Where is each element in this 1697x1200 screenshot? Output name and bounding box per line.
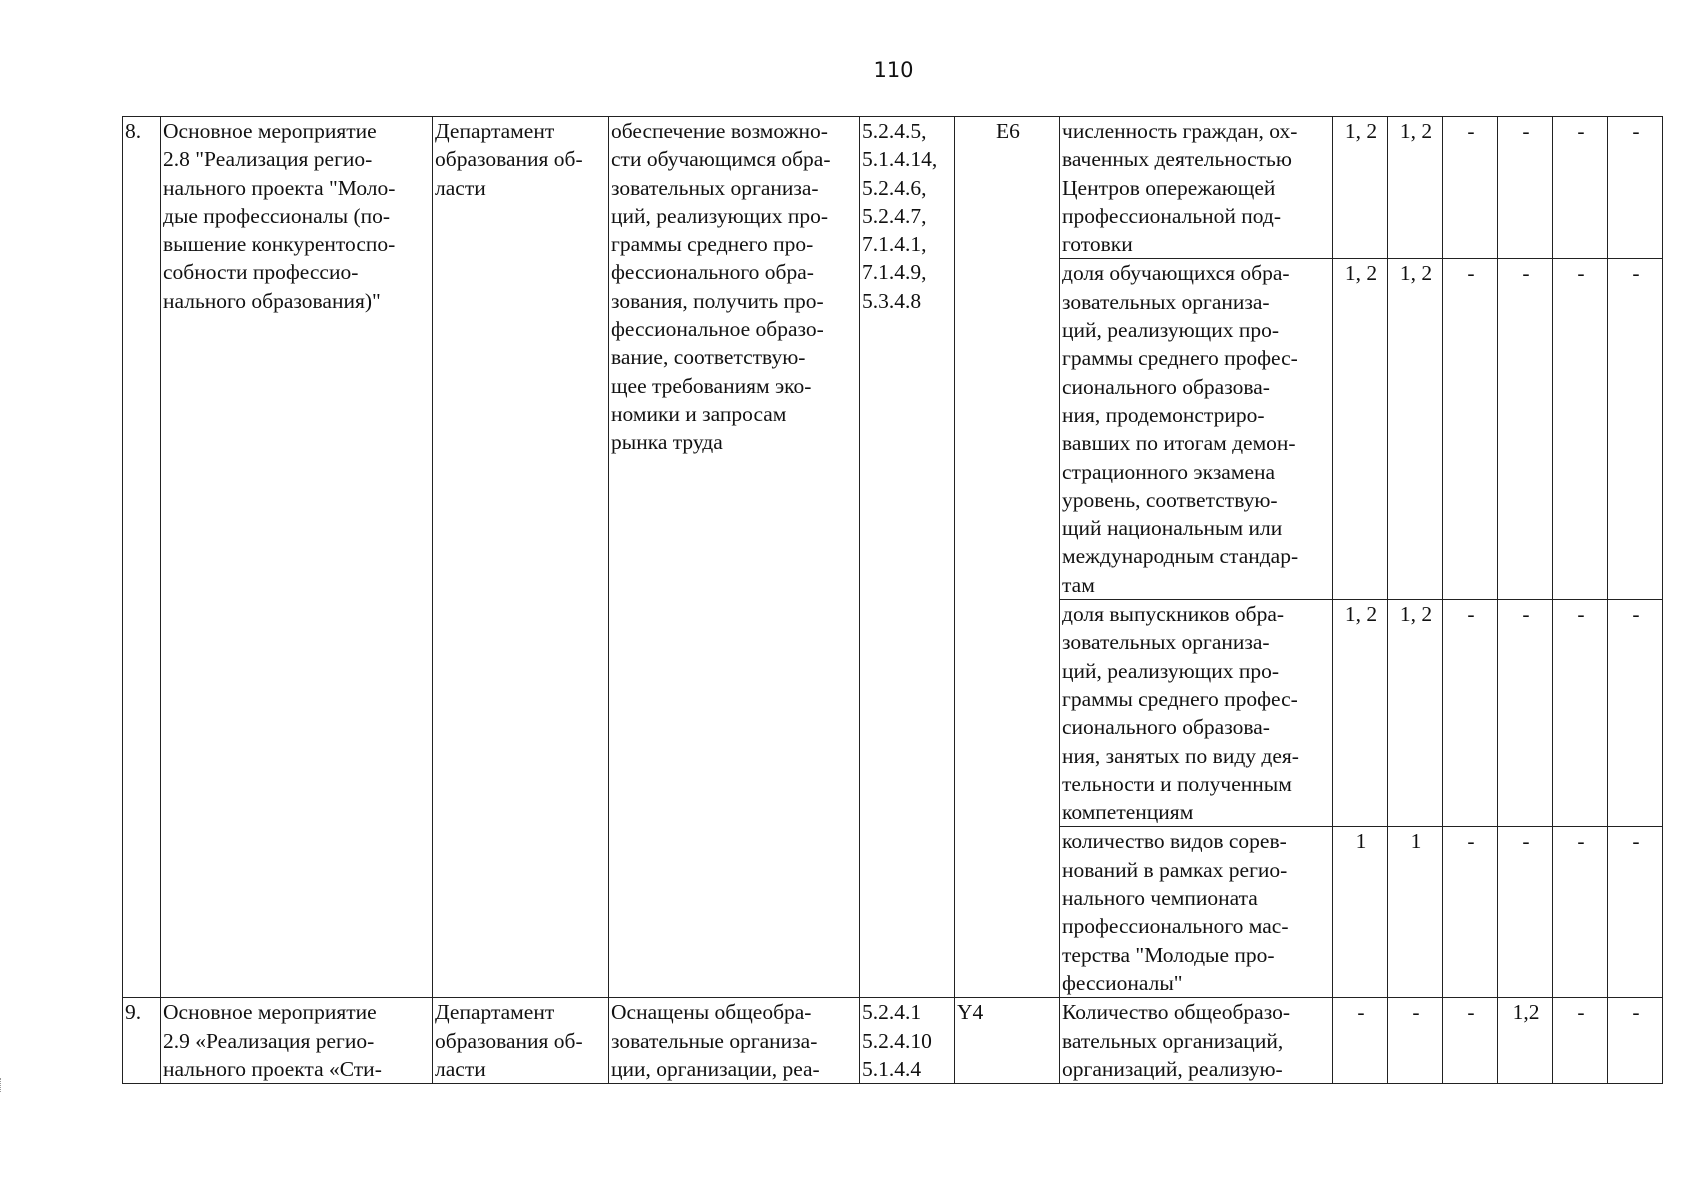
- scan-margin-mark: [0, 1078, 4, 1092]
- indicator-value: -: [1553, 998, 1608, 1084]
- program-events-table: [122, 116, 1663, 1084]
- indicator-value: 1, 2: [1388, 117, 1443, 259]
- indicator-value: -: [1388, 998, 1443, 1084]
- indicator-value: -: [1443, 600, 1498, 827]
- indicator-value: 1: [1388, 827, 1443, 998]
- executor: Департамент образования об- ласти: [433, 998, 609, 1084]
- expected-result: обеспечение возможно- сти обучающимся обра- зовательных организа- ций, реализующих про- граммы среднего про- фессионального обра- зования, получить про- фессиональное образо- вание, соответствую- щее требованиям эко- номики и запросам рынка труда: [609, 117, 860, 998]
- indicator-value: -: [1498, 117, 1553, 259]
- indicator-value: -: [1608, 600, 1663, 827]
- indicator-value: -: [1498, 600, 1553, 827]
- indicator-value: -: [1608, 998, 1663, 1084]
- indicator-name: численность граждан, ох- ваченных деятельностью Центров опережающей профессиональной под- готовки: [1060, 117, 1333, 259]
- event-name: Основное мероприятие 2.8 "Реализация регио- нального проекта "Моло- дые профессионалы (по- вышение конкурентоспо- собности профессио- нального образования)": [161, 117, 433, 998]
- indicator-value: -: [1443, 117, 1498, 259]
- event-name: Основное мероприятие 2.9 «Реализация регио- нального проекта «Сти-: [161, 998, 433, 1084]
- indicator-value: -: [1498, 827, 1553, 998]
- indicator-value: 1: [1333, 827, 1388, 998]
- indicator-value: -: [1553, 827, 1608, 998]
- expected-result: Оснащены общеобра- зовательные организа- ции, организации, реа-: [609, 998, 860, 1084]
- indicator-value: -: [1553, 600, 1608, 827]
- indicator-name: доля выпускников обра- зовательных организа- ций, реализующих про- граммы среднего профес- сионального образова- ния, занятых по виду дея- тельности и полученным компетенциям: [1060, 600, 1333, 827]
- indicator-value: 1, 2: [1333, 117, 1388, 259]
- executor: Департамент образования об- ласти: [433, 117, 609, 998]
- indicator-name: доля обучающихся обра- зовательных организа- ций, реализующих про- граммы среднего профес- сионального образова- ния, продемонстриро- вавших по итогам демон- страционного экзамена уровень, соответствую- щий национальным или международным стандар- там: [1060, 259, 1333, 600]
- indicator-value: -: [1608, 259, 1663, 600]
- indicator-value: 1, 2: [1388, 259, 1443, 600]
- indicator-value: -: [1553, 117, 1608, 259]
- indicator-value: 1,2: [1498, 998, 1553, 1084]
- project-code: E6: [955, 117, 1060, 998]
- indicator-value: -: [1608, 827, 1663, 998]
- indicator-value: -: [1443, 998, 1498, 1084]
- indicator-value: -: [1498, 259, 1553, 600]
- indicator-name: Количество общеобразо- вательных организаций, организаций, реализую-: [1060, 998, 1333, 1084]
- table-row: [123, 117, 1663, 259]
- page-number: 110: [873, 58, 914, 82]
- indicator-value: 1, 2: [1388, 600, 1443, 827]
- indicator-name: количество видов сорев- нований в рамках регио- нального чемпионата профессионального мас- терства "Молодые про- фессионалы": [1060, 827, 1333, 998]
- row-number: 8.: [123, 117, 161, 998]
- row-number: 9.: [123, 998, 161, 1084]
- project-code: Y4: [955, 998, 1060, 1084]
- indicator-value: -: [1443, 259, 1498, 600]
- related-codes: 5.2.4.1 5.2.4.10 5.1.4.4: [860, 998, 955, 1084]
- indicator-value: -: [1553, 259, 1608, 600]
- related-codes: 5.2.4.5, 5.1.4.14, 5.2.4.6, 5.2.4.7, 7.1.4.1, 7.1.4.9, 5.3.4.8: [860, 117, 955, 998]
- table-row: [123, 998, 1663, 1084]
- indicator-value: 1, 2: [1333, 259, 1388, 600]
- indicator-value: -: [1333, 998, 1388, 1084]
- indicator-value: 1, 2: [1333, 600, 1388, 827]
- indicator-value: -: [1608, 117, 1663, 259]
- indicator-value: -: [1443, 827, 1498, 998]
